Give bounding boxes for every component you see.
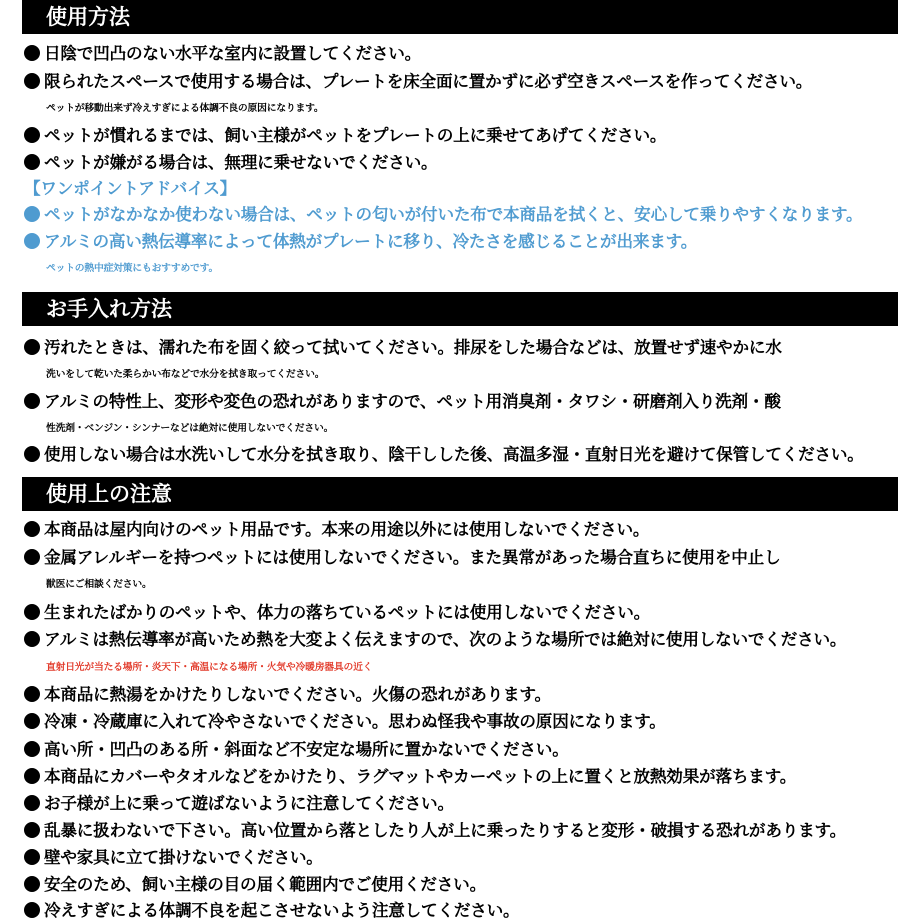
usage-item: ペットが慣れるまでは、飼い主様がペットをプレートの上に乗せてあげてください。 xyxy=(24,124,904,148)
bullet-icon xyxy=(24,876,40,892)
caution-item-continuation: 獣医にご相談ください。 xyxy=(46,579,152,590)
caution-item: 生まれたばかりのペットや、体力の落ちているペットには使用しないでください。 xyxy=(24,601,904,625)
usage-item: 限られたスペースで使用する場合は、プレートを床全面に置かずに必ず空きスペースを作ってください。 xyxy=(24,70,904,94)
bullet-icon xyxy=(24,45,40,61)
usage-item: 日陰で凹凸のない水平な室内に設置してください。 xyxy=(24,42,904,66)
care-item: 汚れたときは、濡れた布を固く絞って拭いてください。排尿をした場合などは、放置せず速やかに水 xyxy=(24,336,904,360)
advice-item-continuation: ペットの熱中症対策にもおすすめです。 xyxy=(46,263,219,274)
caution-item: 冷凍・冷蔵庫に入れて冷やさないでください。思わぬ怪我や事故の原因になります。 xyxy=(24,710,904,734)
bullet-icon xyxy=(24,795,40,811)
bullet-icon xyxy=(24,521,40,537)
caution-item: お子様が上に乗って遊ばないように注意してください。 xyxy=(24,792,904,816)
caution-item: 本商品は屋内向けのペット用品です。本来の用途以外には使用しないでください。 xyxy=(24,518,904,542)
advice-heading: 【ワンポイントアドバイス】 xyxy=(24,179,237,198)
section-header-usage: 使用方法 xyxy=(22,0,898,34)
bullet-icon xyxy=(24,686,40,702)
caution-item: 本商品に熱湯をかけたりしないでください。火傷の恐れがあります。 xyxy=(24,683,904,707)
caution-item: アルミは熱伝導率が高いため熱を大変よく伝えますので、次のような場所では絶対に使用しないでください。 xyxy=(24,628,904,652)
bullet-icon xyxy=(24,154,40,170)
care-item: アルミの特性上、変形や変色の恐れがありますので、ペット用消臭剤・タワシ・研磨剤入り洗剤・酸 xyxy=(24,390,904,414)
bullet-icon xyxy=(24,73,40,89)
bullet-icon xyxy=(24,549,40,565)
section-header-care: お手入れ方法 xyxy=(22,292,898,326)
usage-item-continuation: ペットが移動出来ず冷えすぎによる体調不良の原因になります。 xyxy=(46,103,324,114)
caution-item: 金属アレルギーを持つペットには使用しないでください。また異常があった場合直ちに使用を中止し xyxy=(24,546,904,570)
bullet-icon xyxy=(24,233,40,249)
bullet-icon xyxy=(24,604,40,620)
bullet-icon xyxy=(24,902,40,918)
care-item-continuation: 性洗剤・ベンジン・シンナーなどは絶対に使用しないでください。 xyxy=(46,423,334,434)
advice-item: ペットがなかなか使わない場合は、ペットの匂いが付いた布で本商品を拭くと、安心して乗りやすくなります。 xyxy=(24,203,904,227)
bullet-icon xyxy=(24,768,40,784)
bullet-icon xyxy=(24,741,40,757)
bullet-icon xyxy=(24,822,40,838)
bullet-icon xyxy=(24,127,40,143)
bullet-icon xyxy=(24,849,40,865)
caution-item: 冷えすぎによる体調不良を起こさせないよう注意してください。 xyxy=(24,899,904,923)
usage-item: ペットが嫌がる場合は、無理に乗せないでください。 xyxy=(24,151,904,175)
caution-warning-places: 直射日光が当たる場所・炎天下・高温になる場所・火気や冷暖房器具の近く xyxy=(46,662,373,673)
caution-item: 壁や家具に立て掛けないでください。 xyxy=(24,846,904,870)
caution-item: 高い所・凹凸のある所・斜面など不安定な場所に置かないでください。 xyxy=(24,738,904,762)
caution-item: 安全のため、飼い主様の目の届く範囲内でご使用ください。 xyxy=(24,873,904,897)
bullet-icon xyxy=(24,206,40,222)
care-item: 使用しない場合は水洗いして水分を拭き取り、陰干しした後、高温多湿・直射日光を避けて保管してください。 xyxy=(24,443,904,467)
bullet-icon xyxy=(24,339,40,355)
section-header-caution: 使用上の注意 xyxy=(22,477,898,511)
caution-item: 本商品にカバーやタオルなどをかけたり、ラグマットやカーペットの上に置くと放熱効果が落ちます。 xyxy=(24,765,904,789)
bullet-icon xyxy=(24,393,40,409)
bullet-icon xyxy=(24,713,40,729)
bullet-icon xyxy=(24,446,40,462)
advice-item: アルミの高い熱伝導率によって体熱がプレートに移り、冷たさを感じることが出来ます。 xyxy=(24,230,904,254)
care-item-continuation: 洗いをして乾いた柔らかい布などで水分を拭き取ってください。 xyxy=(46,369,325,380)
caution-item: 乱暴に扱わないで下さい。高い位置から落としたり人が上に乗ったりすると変形・破損する恐れがあります。 xyxy=(24,819,904,843)
bullet-icon xyxy=(24,631,40,647)
